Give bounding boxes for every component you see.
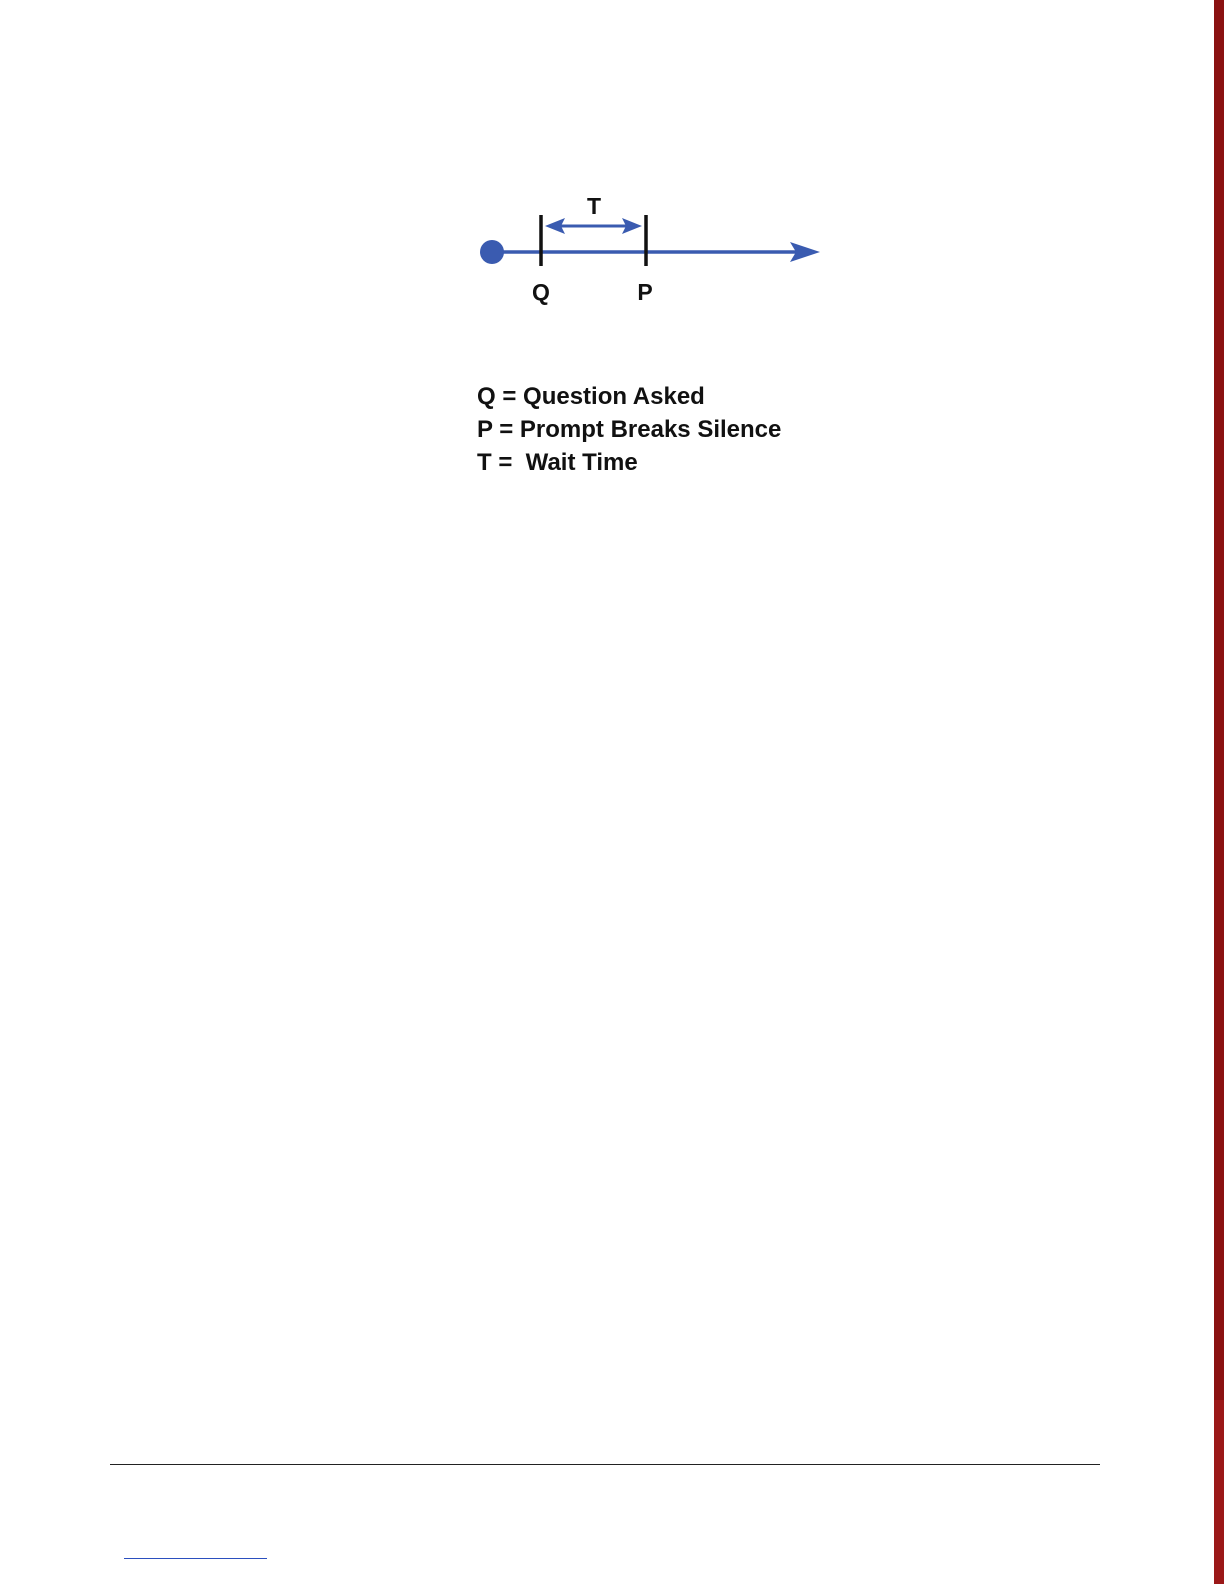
footer-link-underline[interactable] — [124, 1558, 267, 1559]
page-edge-bar-lower — [1214, 1400, 1224, 1584]
p-marker-label: P — [637, 279, 653, 305]
legend-item-p: P = Prompt Breaks Silence — [477, 416, 782, 443]
page-edge-bar-upper — [1214, 0, 1224, 1400]
legend-item-q: Q = Question Asked — [477, 383, 705, 410]
page-edge-bar — [1214, 0, 1224, 1584]
legend — [477, 380, 781, 479]
legend-item-t: T = Wait Time — [477, 449, 638, 476]
q-marker-label: Q — [532, 279, 550, 305]
interval-label: T — [586, 193, 602, 219]
timeline-start-dot — [480, 240, 504, 264]
footer-divider — [110, 1464, 1100, 1465]
